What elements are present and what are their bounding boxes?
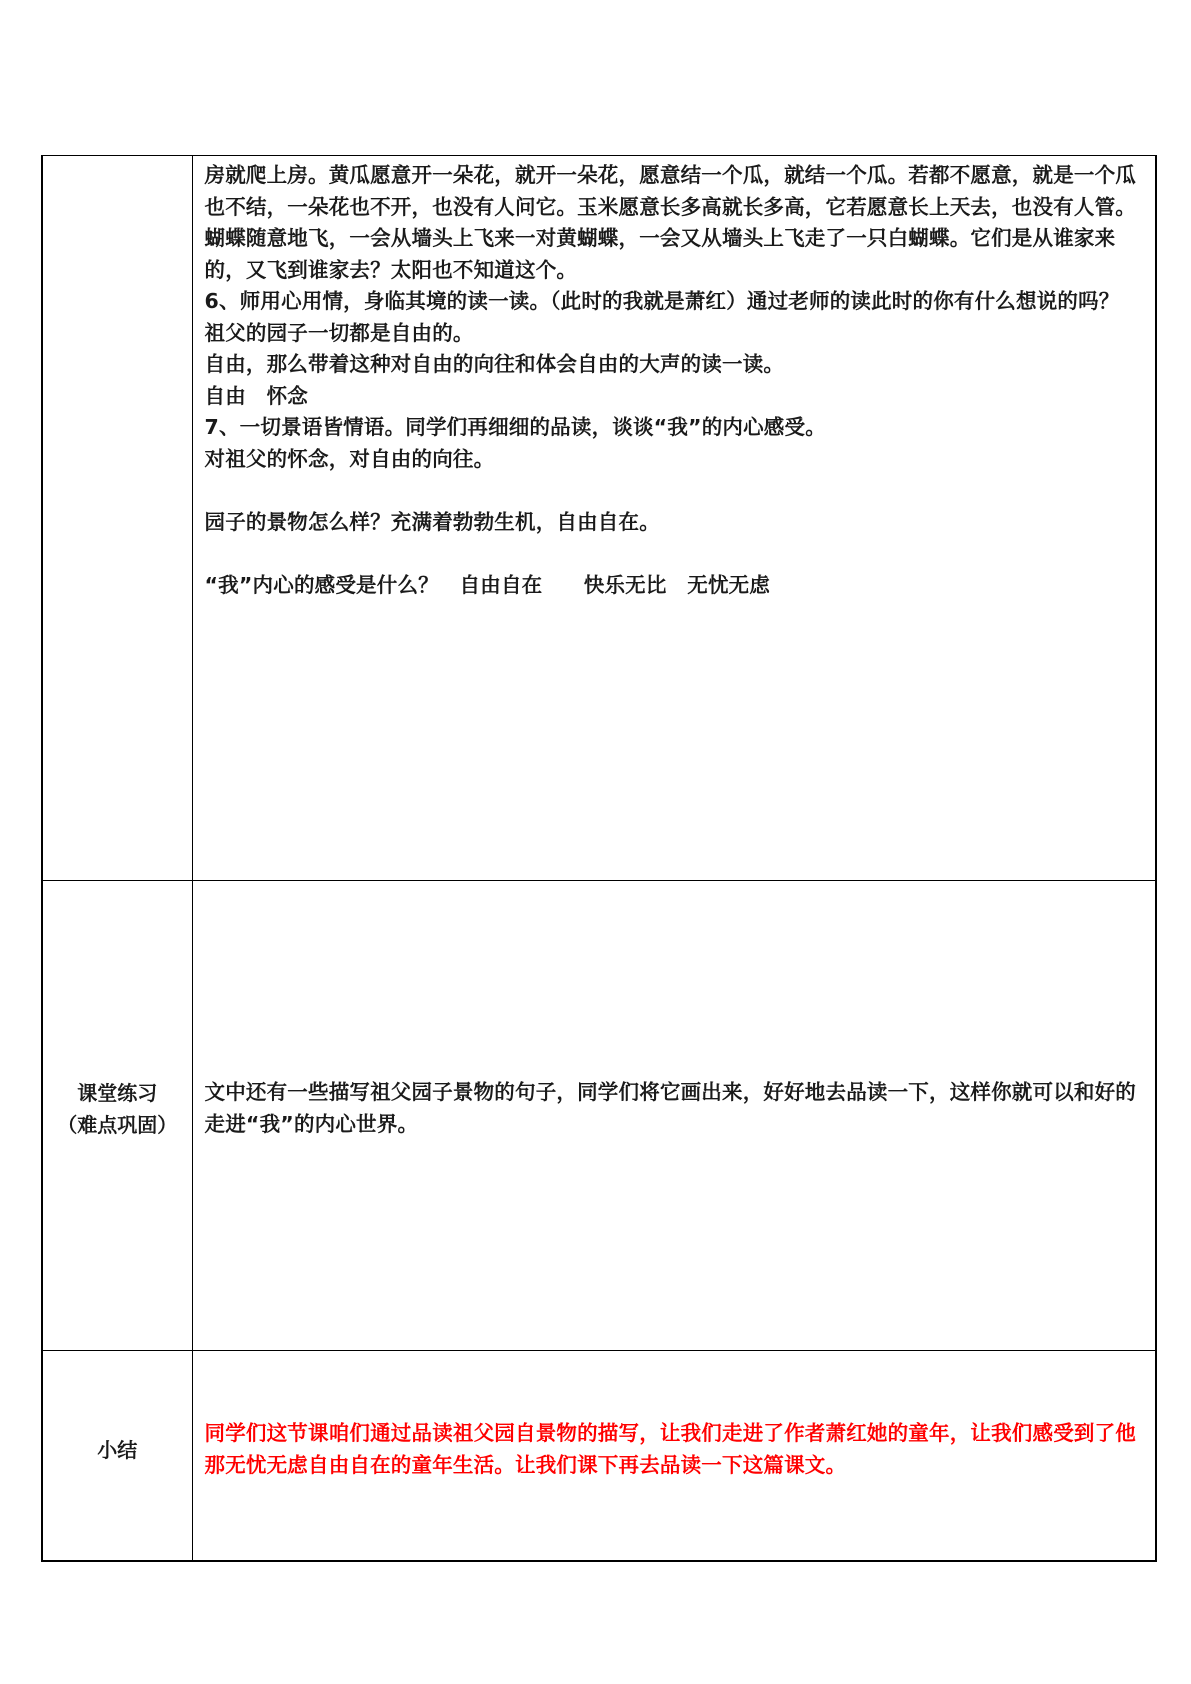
paragraph-text: 7、一切景语皆情语。同学们再细细的品读，谈谈“我”的内心感受。	[204, 415, 826, 439]
table-row-reading	[42, 156, 1156, 881]
paragraph-text: 6、师用心用情，身临其境的读一读。（此时的我就是萧红）通过老师的读此时的你有什么想说的吗？	[204, 289, 1120, 313]
row-content-summary	[192, 1351, 1156, 1562]
table-row-practice	[42, 881, 1156, 1351]
row-label-line: （难点巩固）	[57, 1112, 178, 1137]
paragraph-text: “我”内心的感受是什么？ 自由自在 快乐无比 无忧无虑	[204, 572, 771, 597]
paragraph-text: 自由 怀念	[204, 383, 308, 408]
paragraph-text: 房就爬上房。黄瓜愿意开一朵花，就开一朵花，愿意结一个瓜，就结一个瓜。若都不愿意，就是一个瓜也不结，一朵花也不开，也没有人问它。玉米愿意长多高就长多高，它若愿意长上天去，也没有人管。蝴蝶随意地飞，一会从墙头上飞来一对黄蝴蝶，一会又从墙头上飞走了一只白蝴蝶。它们是从谁家来的，又飞到谁家去？太阳也不知道这个。	[204, 163, 1136, 282]
row-label-summary	[42, 1351, 192, 1562]
row-label-empty	[42, 156, 192, 881]
paragraph-text: 园子的景物怎么样？充满着勃勃生机，自由自在。	[204, 509, 660, 534]
blank-line	[205, 475, 1142, 507]
lesson-plan-table	[41, 155, 1157, 1562]
row-content-practice	[192, 881, 1156, 1351]
row-label-line: 课堂练习	[77, 1080, 158, 1105]
paragraph-text: 文中还有一些描写祖父园子景物的句子，同学们将它画出来，好好地去品读一下，这样你就可以和好的走进“我”的内心世界。	[204, 1080, 1136, 1136]
table-row-summary	[42, 1351, 1156, 1562]
row-content-reading	[192, 156, 1156, 881]
blank-line	[205, 538, 1142, 570]
row-label-line: 小结	[97, 1437, 138, 1462]
row-label-practice	[42, 881, 192, 1351]
paragraph-text: 自由，那么带着这种对自由的向往和体会自由的大声的读一读。	[204, 352, 785, 376]
paragraph-text: 对祖父的怀念，对自由的向往。	[204, 446, 495, 471]
paragraph-text: 同学们这节课咱们通过品读祖父园自景物的描写，让我们走进了作者萧红她的童年，让我们感受到了他那无忧无虑自由自在的童年生活。让我们课下再去品读一下这篇课文。	[204, 1421, 1136, 1477]
paragraph-text: 祖父的园子一切都是自由的。	[204, 320, 474, 345]
